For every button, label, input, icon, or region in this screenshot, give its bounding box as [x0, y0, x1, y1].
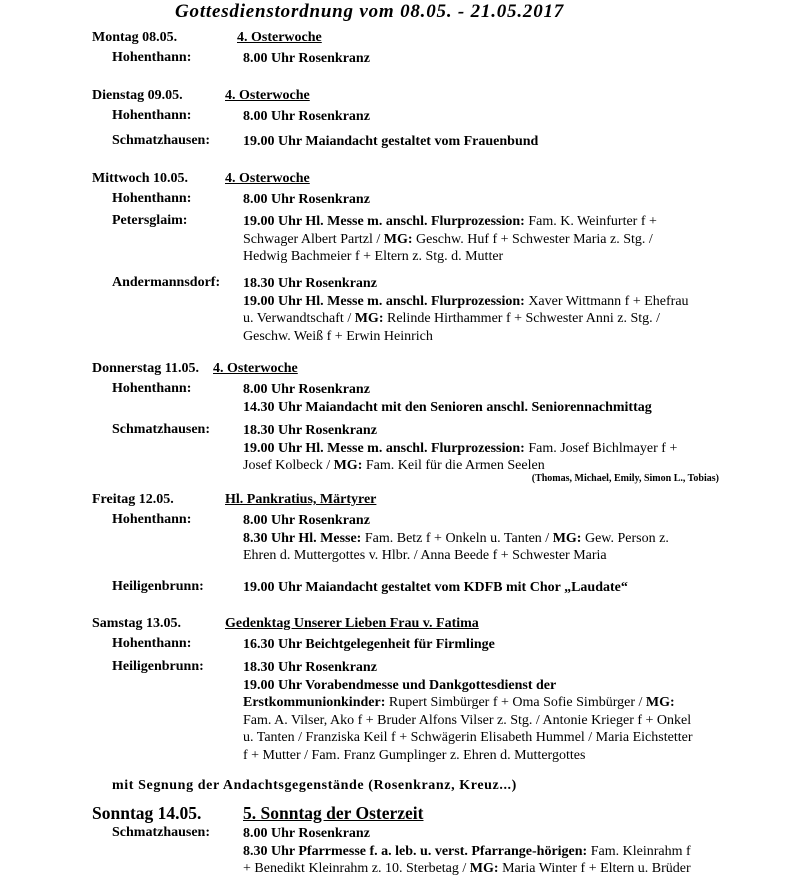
- entry-line: [243, 825, 691, 843]
- entry-text: 18.30 Uhr Rosenkranz: [243, 660, 377, 675]
- service-entry: [243, 636, 495, 654]
- entry-text: Josef Kolbeck /: [243, 458, 334, 473]
- entry-text: Fam. K. Weinfurter f +: [524, 214, 657, 229]
- entry-text: Fam. Kleinrahm f: [587, 843, 691, 859]
- entry-line: [243, 108, 370, 126]
- entry-line: [243, 729, 692, 747]
- entry-text: 19.00 Uhr Hl. Messe m. anschl. Flurprozession:: [243, 214, 525, 229]
- page-title: Gottesdienstordnung vom 08.05. - 21.05.2017: [175, 1, 565, 22]
- entry-text: u. Verwandtschaft /: [243, 311, 355, 326]
- entry-text: Geschw. Huf f + Schwester Maria z. Stg. /: [412, 231, 653, 247]
- entry-text: 16.30 Uhr Beichtgelegenheit für Firmlinge: [243, 637, 495, 652]
- entry-text: 8.30 Uhr Hl. Messe:: [243, 530, 362, 546]
- entry-line: [243, 694, 692, 712]
- place-label: Petersglaim:: [112, 213, 188, 228]
- place-label: Hohenthann:: [112, 512, 192, 527]
- day-occasion: 4. Osterwoche: [213, 361, 298, 376]
- entry-text: Relinde Hirthammer f + Schwester Anni z. Stg. /: [383, 311, 661, 326]
- entry-line: [243, 547, 669, 565]
- service-entry: [243, 512, 669, 565]
- entry-line: [243, 213, 657, 231]
- day-occasion: 4. Osterwoche: [225, 88, 310, 103]
- day-date: Mittwoch 10.05.: [92, 171, 189, 186]
- service-entry: [243, 133, 538, 151]
- entry-text: Hedwig Bachmeier f + Eltern z. Stg. d. Mutter: [243, 249, 504, 264]
- entry-text: 8.00 Uhr Rosenkranz: [243, 51, 370, 66]
- service-entry: [243, 275, 689, 345]
- entry-text: MG:: [645, 695, 675, 710]
- entry-line: [243, 399, 652, 417]
- day-date: Dienstag 09.05.: [92, 88, 183, 103]
- entry-line: [243, 293, 689, 311]
- entry-text: Gew. Person z.: [581, 530, 669, 546]
- entry-text: 19.00 Uhr Hl. Messe m. anschl. Flurprozession:: [243, 440, 525, 456]
- place-label: Schmatzhausen:: [112, 133, 211, 148]
- entry-text: 8.30 Uhr Pfarrmesse f. a. leb. u. verst. Pfarrange-hörigen:: [243, 843, 588, 859]
- service-entry: [243, 579, 628, 597]
- day-heading: [92, 30, 322, 46]
- service-entry: [243, 191, 370, 209]
- place-label: Schmatzhausen:: [112, 825, 211, 840]
- entry-line: [243, 231, 657, 249]
- service-entry: [243, 50, 370, 68]
- entry-text: Rupert Simbürger f + Oma Sofie Simbürger /: [385, 695, 646, 710]
- entry-line: [243, 275, 689, 293]
- blessing-note: mit Segnung der Andachtsgegenstände (Rosenkranz, Kreuz...): [112, 778, 517, 793]
- entry-line: [243, 677, 692, 695]
- service-entry: [243, 381, 652, 416]
- day-occasion: 4. Osterwoche: [237, 30, 322, 45]
- day-date: Montag 08.05.: [92, 30, 178, 45]
- day-occasion: Gedenktag Unserer Lieben Frau v. Fatima: [225, 616, 479, 631]
- place-label: Hohenthann:: [112, 108, 192, 123]
- entry-line: [243, 636, 495, 654]
- service-entry: [243, 825, 691, 878]
- place-label: Schmatzhausen:: [112, 422, 211, 437]
- day-heading: [92, 88, 310, 104]
- day-heading: [92, 616, 479, 632]
- day-date: Sonntag 14.05.: [92, 803, 202, 823]
- day-heading: [92, 171, 310, 187]
- entry-text: Ehren d. Muttergottes v. Hlbr. / Anna Beede f + Schwester Maria: [243, 548, 607, 563]
- day-date: Donnerstag 11.05.: [92, 361, 199, 376]
- entry-line: [243, 747, 692, 765]
- entry-text: Fam. Keil für die Armen Seelen: [362, 458, 545, 473]
- entry-text: 14.30 Uhr Maiandacht mit den Senioren anschl. Seniorennachmittag: [243, 399, 652, 415]
- entry-line: [243, 440, 677, 458]
- service-entry: [243, 422, 677, 475]
- entry-text: u. Tanten / Franziska Keil f + Schwägerin Elisabeth Hummel / Maria Eichstetter: [243, 730, 693, 745]
- entry-text: 8.00 Uhr Rosenkranz: [243, 382, 370, 397]
- entry-line: [243, 50, 370, 68]
- entry-line: [243, 422, 677, 440]
- entry-text: 18.30 Uhr Rosenkranz: [243, 423, 377, 438]
- day-occasion: Hl. Pankratius, Märtyrer: [225, 492, 377, 507]
- entry-line: [243, 191, 370, 209]
- service-entry: [243, 659, 692, 764]
- entry-line: [243, 659, 692, 677]
- entry-line: [243, 381, 652, 399]
- entry-text: 19.00 Uhr Vorabendmesse und Dankgottesdienst der: [243, 677, 557, 693]
- place-label: Hohenthann:: [112, 636, 192, 651]
- entry-line: [243, 248, 657, 266]
- entry-text: 8.00 Uhr Rosenkranz: [243, 109, 370, 124]
- entry-text: 19.00 Uhr Hl. Messe m. anschl. Flurprozession:: [243, 293, 525, 309]
- entry-line: [243, 457, 677, 475]
- entry-text: MG:: [552, 530, 582, 546]
- entry-text: 18.30 Uhr Rosenkranz: [243, 276, 377, 291]
- entry-text: 8.00 Uhr Rosenkranz: [243, 513, 370, 528]
- entry-text: 19.00 Uhr Maiandacht gestaltet vom KDFB mit Chor „Laudate“: [243, 580, 628, 595]
- place-label: Hohenthann:: [112, 381, 192, 396]
- entry-text: MG:: [469, 861, 499, 876]
- entry-line: [243, 530, 669, 548]
- place-label: Hohenthann:: [112, 191, 192, 206]
- place-label: Hohenthann:: [112, 50, 192, 65]
- entry-text: 19.00 Uhr Maiandacht gestaltet vom Frauenbund: [243, 134, 539, 149]
- entry-text: f + Mutter / Fam. Franz Gumplinger z. Ehren d. Muttergottes: [243, 747, 586, 763]
- day-date: Samstag 13.05.: [92, 616, 182, 631]
- entry-text: 8.00 Uhr Rosenkranz: [243, 192, 370, 207]
- entry-line: [243, 133, 538, 151]
- entry-text: Fam. Josef Bichlmayer f +: [524, 440, 678, 456]
- entry-line: [243, 512, 669, 530]
- entry-line: [243, 843, 691, 861]
- entry-line: [243, 712, 692, 730]
- entry-text: MG:: [333, 458, 363, 473]
- entry-line: [243, 328, 689, 346]
- day-heading: [92, 492, 376, 508]
- service-entry: [243, 213, 657, 266]
- entry-line: [243, 310, 689, 328]
- place-label: Heiligenbrunn:: [112, 579, 204, 594]
- entry-line: [243, 579, 628, 597]
- entry-text: Fam. A. Vilser, Ako f + Bruder Alfons Vilser z. Stg. / Antonie Krieger f + Onkel: [243, 712, 692, 728]
- entry-text: MG:: [383, 231, 413, 247]
- entry-text: Maria Winter f + Eltern u. Brüder: [498, 861, 691, 876]
- day-heading: [92, 361, 298, 377]
- entry-text: Schwager Albert Partzl /: [243, 231, 384, 247]
- entry-text: Geschw. Weiß f + Erwin Heinrich: [243, 328, 433, 344]
- entry-text: MG:: [354, 311, 384, 326]
- day-date: Freitag 12.05.: [92, 492, 174, 507]
- day-heading: [92, 803, 424, 824]
- entry-text: + Benedikt Kleinrahm z. 10. Sterbetag /: [243, 861, 470, 876]
- entry-line: [243, 860, 691, 878]
- place-label: Heiligenbrunn:: [112, 659, 204, 674]
- place-label: Andermannsdorf:: [112, 275, 221, 290]
- day-occasion: 5. Sonntag der Osterzeit: [243, 803, 424, 823]
- service-entry: [243, 108, 370, 126]
- entry-text: Xaver Wittmann f + Ehefrau: [524, 293, 689, 309]
- day-occasion: 4. Osterwoche: [225, 171, 310, 186]
- altar-servers: (Thomas, Michael, Emily, Simon L., Tobias): [531, 473, 719, 484]
- entry-text: 8.00 Uhr Rosenkranz: [243, 826, 370, 841]
- entry-text: Erstkommunionkinder:: [243, 695, 386, 710]
- entry-text: Fam. Betz f + Onkeln u. Tanten /: [361, 530, 553, 546]
